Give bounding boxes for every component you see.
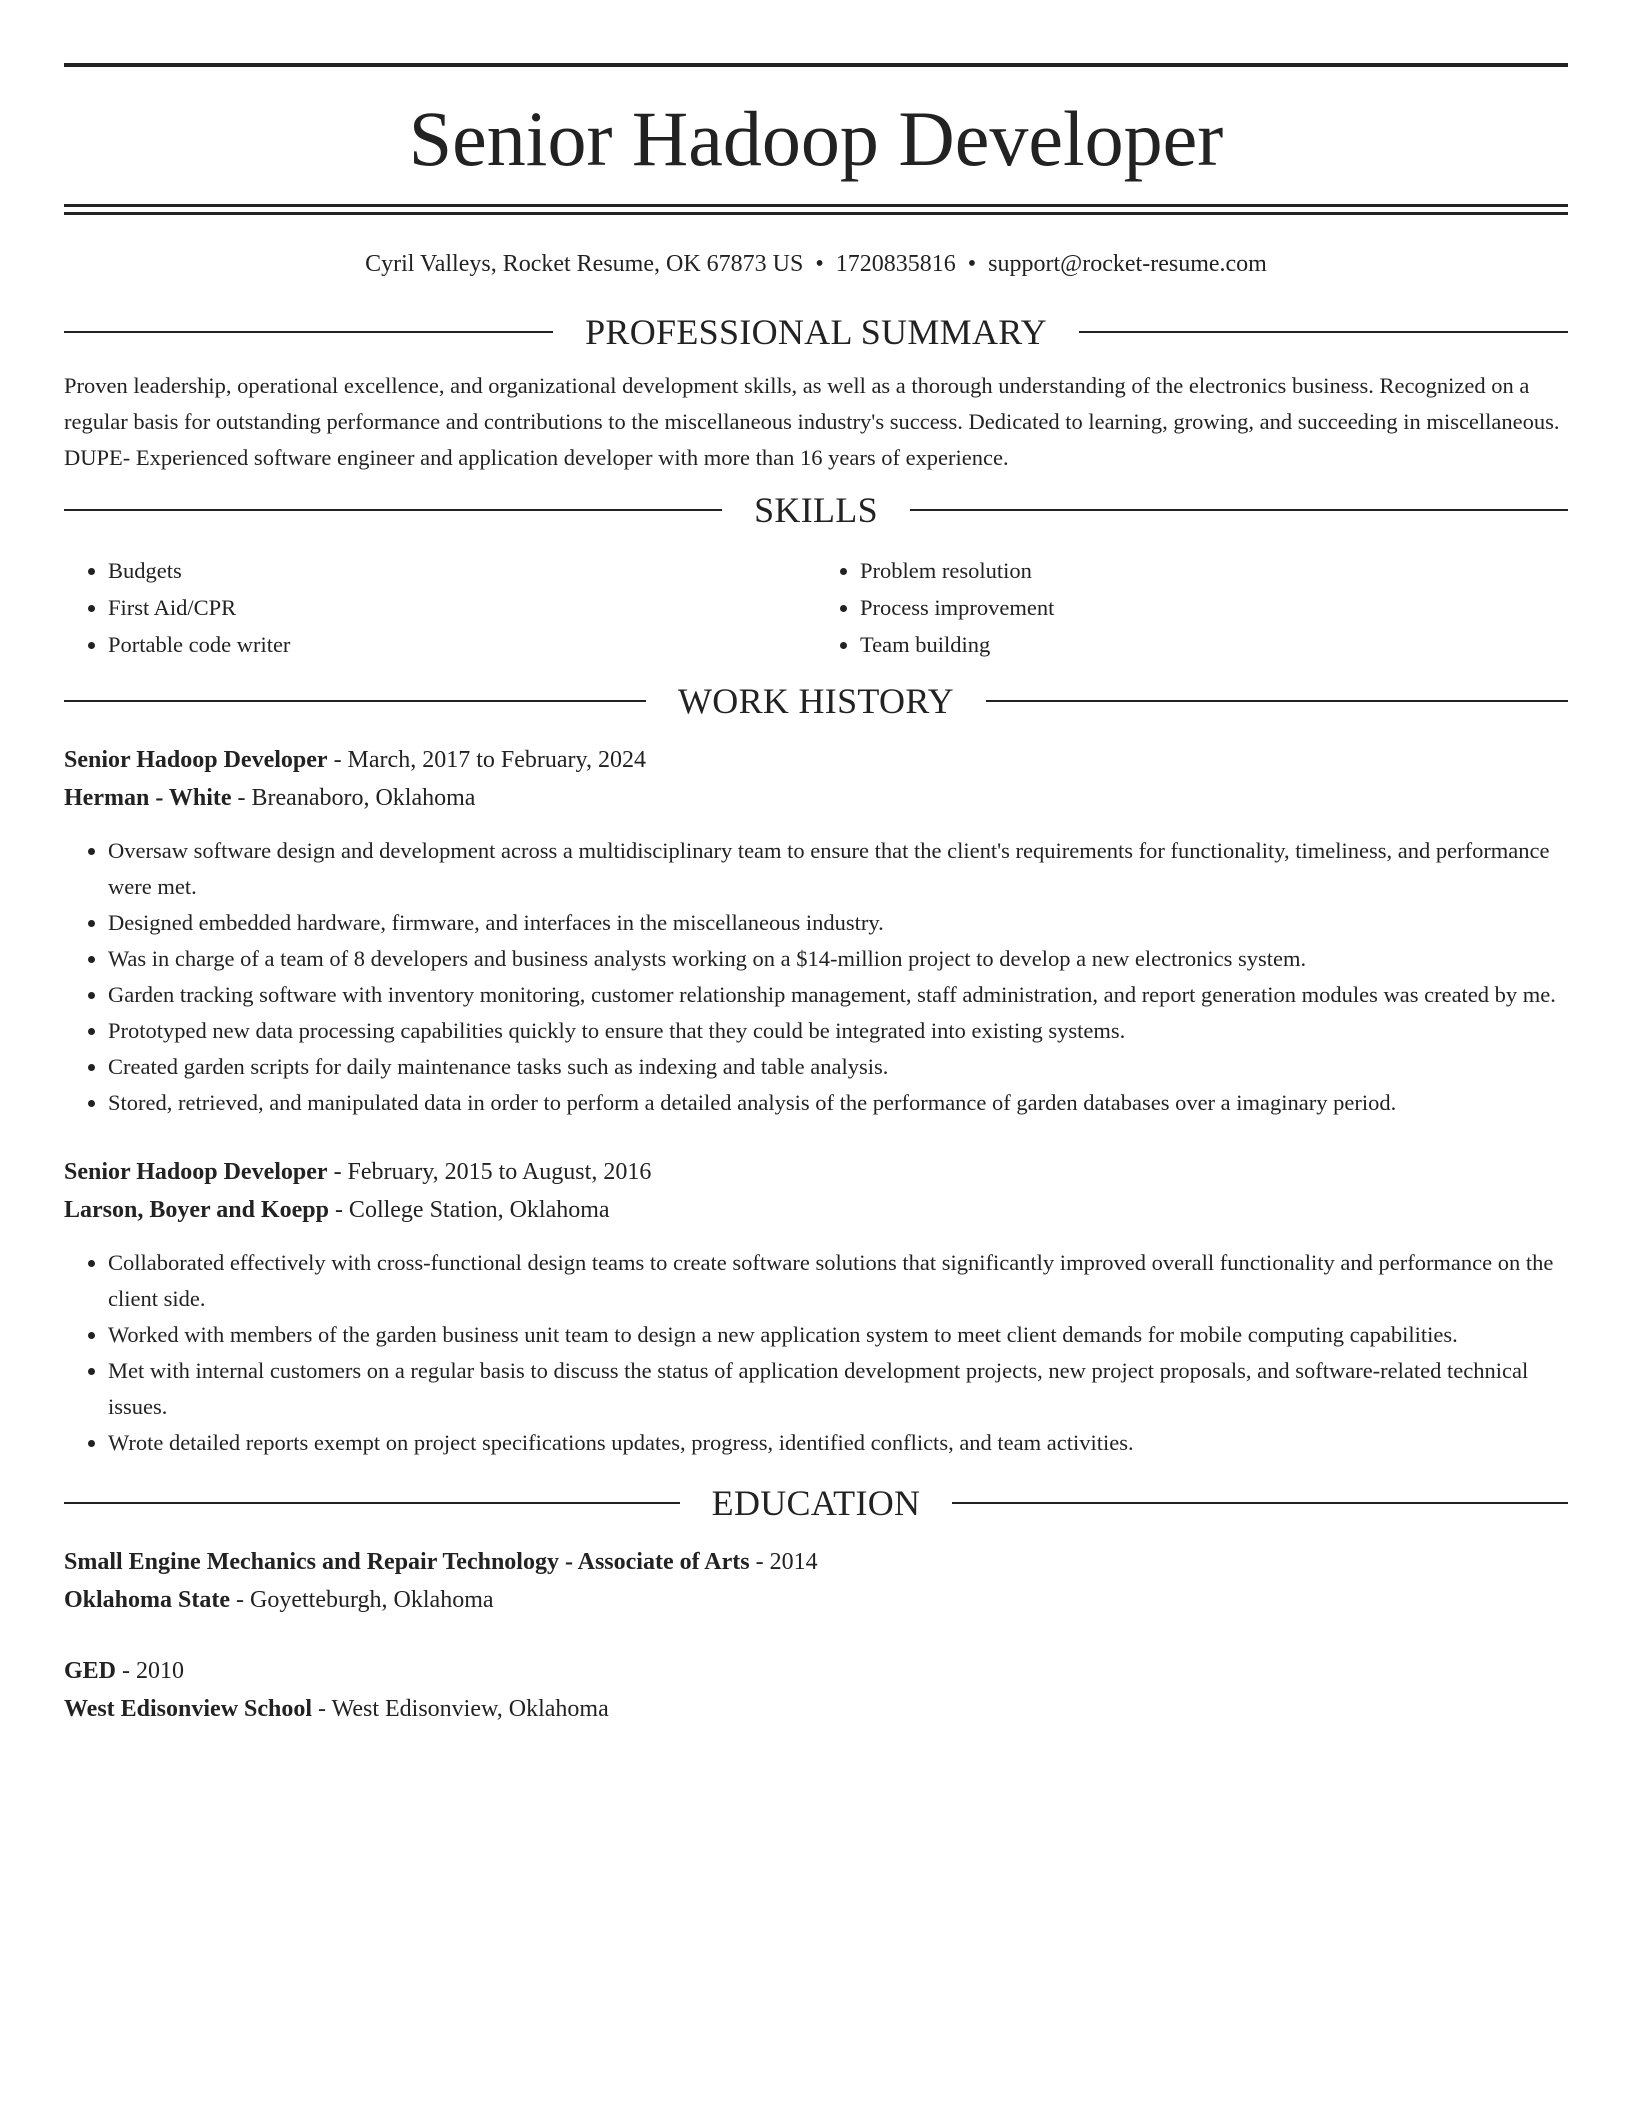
section-heading-work-history [64, 681, 1568, 721]
contact-phone: 1720835816 [835, 251, 956, 277]
job-bullet: • Oversaw software design and development across a multidisciplinary team to ensure that the client's requirements for functionality, timeliness, and performance were met. [108, 833, 1568, 905]
job-bullet: • Wrote detailed reports exempt on project specifications updates, progress, identified conflicts, and team activities. [108, 1425, 1568, 1461]
section-title-education: EDUCATION [711, 1483, 921, 1523]
job-location: - College Station, Oklahoma [328, 1197, 610, 1223]
job-bullet: • Stored, retrieved, and manipulated data in order to perform a detailed analysis of the performance of garden databases over a imaginary period. [108, 1085, 1568, 1121]
job-bullet: • Worked with members of the garden business unit team to design a new application system to meet client demands for mobile computing capabilities. [108, 1317, 1568, 1353]
job-bullet: • Was in charge of a team of 8 developers and business analysts working on a $14-million project to develop a new electronics system. [108, 941, 1568, 977]
job-bullet: • Prototyped new data processing capabilities quickly to ensure that they could be integrated into existing systems. [108, 1013, 1568, 1049]
job-company: Herman - White [64, 785, 232, 811]
education-location: - Goyetteburgh, Oklahoma [230, 1587, 494, 1613]
job-bullets [64, 1245, 1568, 1461]
heading-rule-left [64, 331, 553, 333]
skill-item: • Process improvement [860, 589, 1568, 626]
job-bullets [64, 833, 1568, 1121]
education-year: - 2014 [749, 1549, 818, 1575]
skill-item: • Portable code writer [108, 626, 816, 663]
heading-rule-left [64, 509, 722, 511]
contact-line [64, 249, 1568, 279]
contact-address: Cyril Valleys, Rocket Resume, OK 67873 US [365, 251, 804, 277]
skill-item: • Budgets [108, 552, 816, 589]
job-bullet: • Created garden scripts for daily maintenance tasks such as indexing and table analysis. [108, 1049, 1568, 1085]
education-school: West Edisonview School [64, 1696, 313, 1722]
education-degree: GED [64, 1658, 117, 1684]
resume-title: Senior Hadoop Developer [408, 95, 1224, 182]
job-entry [64, 1153, 1568, 1461]
job-bullet: • Collaborated effectively with cross-functional design teams to create software solutions that significantly improved overall functionality and performance on the client side. [108, 1245, 1568, 1317]
job-entry [64, 741, 1568, 1121]
contact-separator: • [967, 251, 977, 277]
education-entry [64, 1543, 1568, 1619]
heading-rule-right [986, 700, 1568, 702]
education-entry [64, 1652, 1568, 1728]
contact-email[interactable]: support@rocket-resume.com [988, 251, 1267, 277]
job-dates: - March, 2017 to February, 2024 [327, 747, 646, 773]
job-location: - Breanaboro, Oklahoma [231, 785, 476, 811]
job-bullet: • Designed embedded hardware, firmware, and interfaces in the miscellaneous industry. [108, 905, 1568, 941]
job-title-line [64, 741, 1568, 779]
skill-item: • Team building [860, 626, 1568, 663]
job-company-line [64, 779, 1568, 817]
job-dates: - February, 2015 to August, 2016 [327, 1159, 652, 1185]
job-title-line [64, 1153, 1568, 1191]
contact-separator: • [815, 251, 824, 277]
education-year: - 2010 [116, 1658, 185, 1684]
heading-rule-right [1079, 331, 1568, 333]
education-degree-line [64, 1652, 1568, 1690]
heading-rule-left [64, 700, 646, 702]
job-company-line [64, 1191, 1568, 1229]
heading-rule-left [64, 1502, 680, 1504]
job-company: Larson, Boyer and Koepp [64, 1197, 329, 1223]
title-double-rule [64, 204, 1568, 215]
section-title-summary: PROFESSIONAL SUMMARY [585, 312, 1047, 352]
section-heading-summary [64, 312, 1568, 352]
heading-rule-right [952, 1502, 1568, 1504]
skills-list [64, 552, 1568, 663]
section-title-work-history: WORK HISTORY [678, 681, 954, 721]
section-heading-education [64, 1483, 1568, 1523]
summary-text: Proven leadership, operational excellence, and organizational development skills, as well as a thorough understanding of the electronics business. Recognized on a regular basis for outstanding performance and contributions to the miscellaneous industry's success. Dedicated to learning, growing, and succeeding in miscellaneous. DUPE- Experienced software engineer and application developer with more than 16 years of experience. [64, 373, 1560, 470]
section-title-skills: SKILLS [754, 490, 878, 530]
section-heading-skills [64, 490, 1568, 530]
job-title: Senior Hadoop Developer [64, 747, 328, 773]
skill-item: • First Aid/CPR [108, 589, 816, 626]
job-bullet: • Garden tracking software with inventory monitoring, customer relationship management, staff administration, and report generation modules was created by me. [108, 977, 1568, 1013]
education-school: Oklahoma State [64, 1587, 231, 1613]
skills-column-right [816, 552, 1568, 663]
top-rule [64, 63, 1568, 67]
education-degree: Small Engine Mechanics and Repair Technology - Associate of Arts [64, 1549, 750, 1575]
education-degree-line [64, 1543, 1568, 1581]
job-bullet: • Met with internal customers on a regular basis to discuss the status of application development projects, new project proposals, and software-related technical issues. [108, 1353, 1568, 1425]
education-school-line [64, 1690, 1568, 1728]
job-title: Senior Hadoop Developer [64, 1159, 328, 1185]
heading-rule-right [910, 509, 1568, 511]
education-location: - West Edisonview, Oklahoma [312, 1696, 609, 1722]
skill-item: • Problem resolution [860, 552, 1568, 589]
education-school-line [64, 1581, 1568, 1619]
skills-column-left [64, 552, 816, 663]
